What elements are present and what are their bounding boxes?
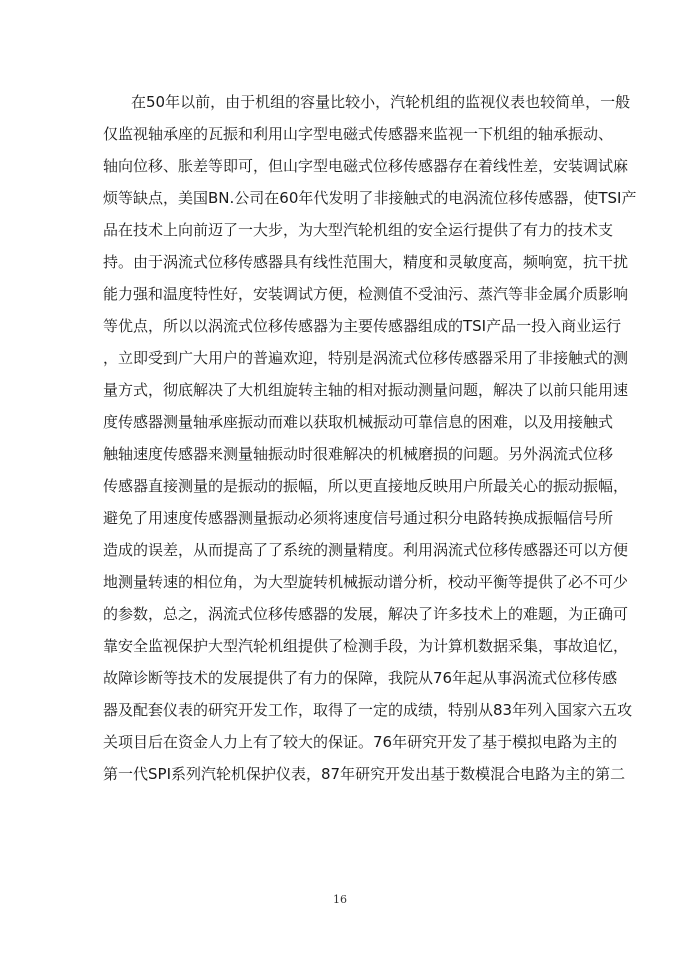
text-line: 触轴速度传感器来测量轴振动时很难解决的机械磨损的问题。另外涡流式位移 (103, 445, 614, 463)
text-line: 靠安全监视保护大型汽轮机组提供了检测手段，为计算机数据采集，事故追忆， (103, 637, 629, 655)
text-line: 第一代SPI系列汽轮机保护仪表，87年研究开发出基于数模混合电路为主的第二 (103, 765, 626, 783)
text-line: 故障诊断等技术的发展提供了有力的保障，我院从76年起从事涡流式位移传感 (103, 669, 618, 687)
text-line: 传感器直接测量的是振动的振幅，所以更直接地反映用户所最关心的振动振幅， (103, 477, 629, 495)
text-line: 品在技术上向前迈了一大步，为大型汽轮机组的安全运行提供了有力的技术支 (103, 221, 614, 239)
text-line: ，立即受到广大用户的普遍欢迎，特别是涡流式位移传感器采用了非接触式的测 (103, 349, 629, 367)
text-line: 仅监视轴承座的瓦振和利用山字型电磁式传感器来监视一下机组的轴承振动、 (103, 125, 614, 143)
text-line: 持。由于涡流式位移传感器具有线性范围大，精度和灵敏度高，频响宽，抗干扰 (103, 253, 629, 271)
body-paragraph (103, 86, 637, 790)
text-line: 器及配套仪表的研究开发工作，取得了一定的成绩，特别从83年列入国家六五攻 (103, 701, 633, 719)
text-line: 度传感器测量轴承座振动而难以获取机械振动可靠信息的困难，以及用接触式 (103, 413, 614, 431)
text-line: 在50年以前，由于机组的容量比较小，汽轮机组的监视仪表也较简单，一般 (131, 93, 631, 111)
page-number: 16 (333, 893, 347, 906)
text-line: 量方式，彻底解决了大机组旋转主轴的相对振动测量问题，解决了以前只能用速 (103, 381, 629, 399)
text-line: 地测量转速的相位角，为大型旋转机械振动谱分析，校动平衡等提供了必不可少 (103, 573, 629, 591)
text-line: 造成的误差，从而提高了了系统的测量精度。利用涡流式位移传感器还可以方便 (103, 541, 629, 559)
text-line: 烦等缺点，美国BN.公司在60年代发明了非接触式的电涡流位移传感器，使TSI产 (103, 189, 637, 207)
text-line: 能力强和温度特性好，安装调试方便，检测值不受油污、蒸汽等非金属介质影响 (103, 285, 629, 303)
text-line: 等优点，所以以涡流式位移传感器为主要传感器组成的TSI产品一投入商业运行 (103, 317, 622, 335)
text-line: 的参数，总之，涡流式位移传感器的发展，解决了许多技术上的难题，为正确可 (103, 605, 629, 623)
text-line: 轴向位移、胀差等即可，但山字型电磁式位移传感器存在着线性差，安装调试麻 (103, 157, 629, 175)
text-line: 避免了用速度传感器测量振动必须将速度信号通过积分电路转换成振幅信号所 (103, 509, 614, 527)
text-line: 关项目后在资金人力上有了较大的保证。76年研究开发了基于模拟电路为主的 (103, 733, 618, 751)
